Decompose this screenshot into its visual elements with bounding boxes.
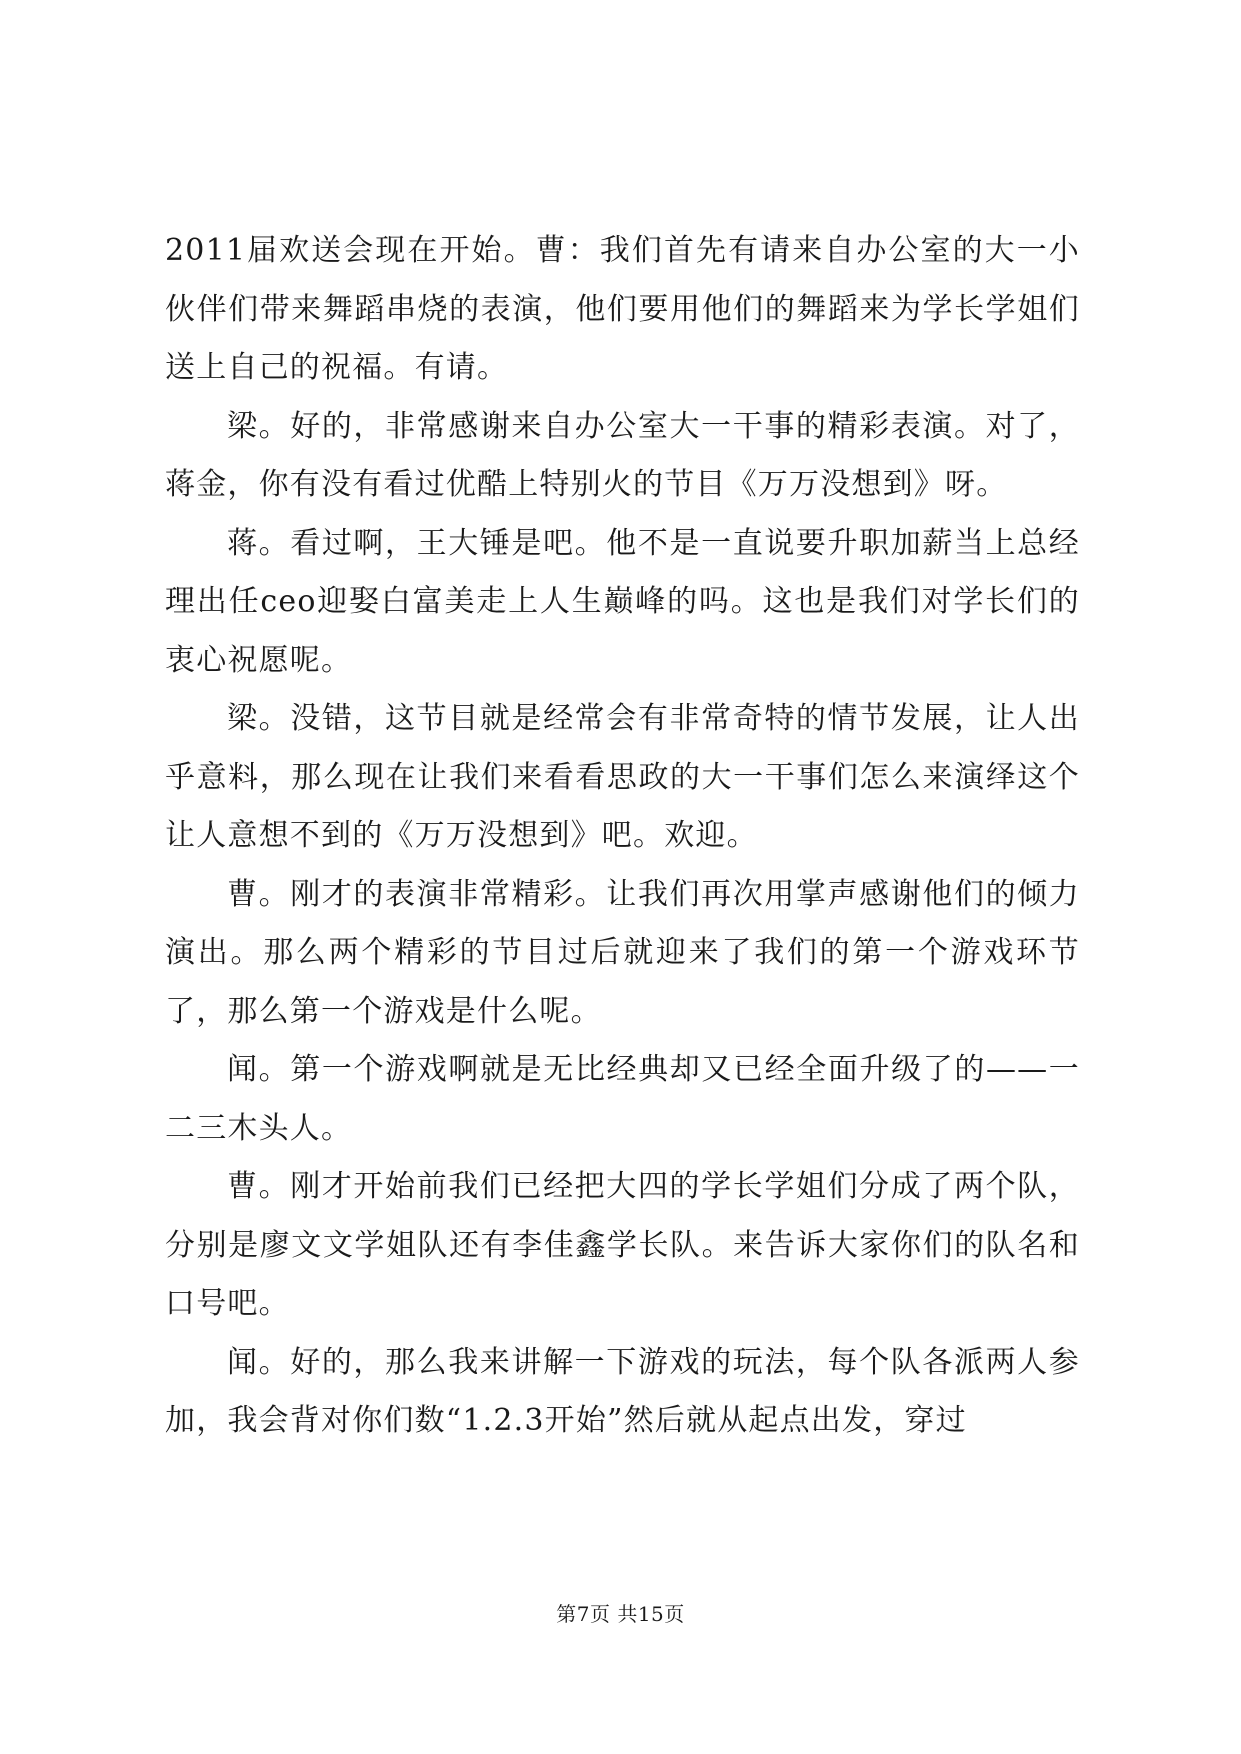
document-body [165,222,1080,1451]
paragraph: 2011届欢送会现在开始。曹：我们首先有请来自办公室的大一小伙伴们带来舞蹈串烧的表演，他们要用他们的舞蹈来为学长学姐们送上自己的祝福。有请。 [165,233,1080,385]
paragraph: 蒋。看过啊，王大锤是吧。他不是一直说要升职加薪当上总经理出任ceo迎娶白富美走上人生巅峰的吗。这也是我们对学长们的衷心祝愿呢。 [165,525,1080,678]
paragraph: 梁。好的，非常感谢来自办公室大一干事的精彩表演。对了，蒋金，你有没有看过优酷上特别火的节目《万万没想到》呀。 [165,408,1080,502]
paragraph: 闻。好的，那么我来讲解一下游戏的玩法，每个队各派两人参加，我会背对你们数“1.2.3开始”然后就从起点出发，穿过 [165,1344,1080,1438]
paragraph: 闻。第一个游戏啊就是无比经典却又已经全面升级了的——一二三木头人。 [165,1052,1080,1146]
paragraph: 梁。没错，这节目就是经常会有非常奇特的情节发展，让人出乎意料，那么现在让我们来看看思政的大一干事们怎么来演绎这个让人意想不到的《万万没想到》吧。欢迎。 [165,701,1080,853]
paragraph: 曹。刚才开始前我们已经把大四的学长学姐们分成了两个队，分别是廖文文学姐队还有李佳鑫学长队。来告诉大家你们的队名和口号吧。 [165,1169,1080,1321]
paragraph: 曹。刚才的表演非常精彩。让我们再次用掌声感谢他们的倾力演出。那么两个精彩的节目过后就迎来了我们的第一个游戏环节了，那么第一个游戏是什么呢。 [165,876,1080,1029]
page-number-footer: 第7页 共15页 [556,1602,685,1626]
